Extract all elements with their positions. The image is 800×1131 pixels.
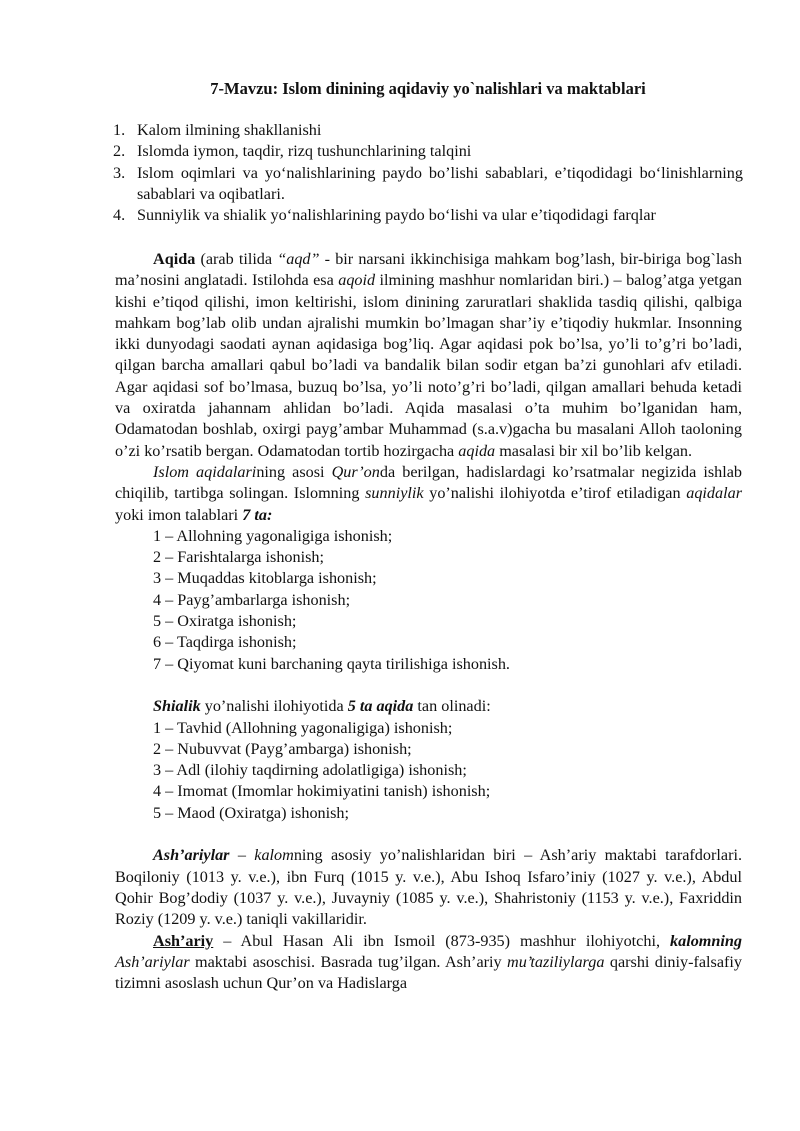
outline-item (113, 205, 743, 226)
ashariylar-term: Ash’ariylar (153, 846, 230, 865)
text-run: ning asosiy yo’nalishlaridan biri – Ash’ariy maktabi tarafdorlari. Boqiloniy (1013 y. v.e.), ibn Furq (1015 y. v.e.), Abu Ishoq Isfaro’iniy (1027 y. v.e.), Abdul Qohir Bog’dodiy (1037 y. v.e.), Juvayniy (1085 y. v.e.), Shahristoniy (1153 y. v.e.), Faxriddin Roziy (1209 y. v.e.) taniqli vakillaridir. (115, 846, 742, 929)
ashariylar-italic: Ash’ariylar (115, 952, 190, 971)
text-run: qarshi diniy-falsafiy tizimni asoslash uchun Qur’on va Hadislarga (115, 952, 743, 993)
outline-item (113, 141, 743, 162)
text-run: (arab tilida (195, 250, 278, 268)
outline-item-text: Kalom ilmining shakllanishi (137, 121, 322, 139)
outline-item-text: Islom oqimlari va yo‘nalishlarining paydo bo’lishi sabablari, e’tiqodidagi bo‘linishlarning sabablari va oqibatlari. (137, 163, 743, 203)
page-title: 7-Mavzu: Islom dinining aqidaviy yo`nalishlari va maktablari (210, 79, 646, 98)
text-run: - bir narsani ikkinchisiga mahkam bog’lash, bir-biriga bog`lash ma’nosini anglatadi. Istilohda esa (115, 250, 742, 290)
shia-aqida-list (115, 718, 742, 824)
outline-item-text: Islomda iymon, taqdir, rizq tushunchlarining talqini (137, 142, 472, 161)
shialik-intro (115, 696, 742, 717)
ashariy-paragraph (115, 931, 742, 995)
aqoid-term: aqoid (338, 271, 376, 290)
text-run: masalasi bir xil bo’lib kelgan. (495, 441, 693, 460)
list-item: 2 – Nubuvvat (Payg’ambarga) ishonish; (153, 739, 412, 758)
text-run: tan olinadi: (413, 697, 491, 716)
text-run: ilmining mashhur nomlaridan biri.) – balog’atga yetgan kishi e’tiqod qilishi, imon keltirishi, islom dinining zaruratlari shaklida tasdiq qilishi, qalbiga mahkam bog’lab olib undan ajralishi mumkin bo’lmagan shar’iy e’tiqodiy hukmlar. Insonning ikki dunyodagi saodati aynan aqidasiga bog’liq. Agar aqidasi pok bo’lsa, yo’li to’g’ri bo’ladi, qilgan barcha amallari qabul bo’ladi va bandalik bilan sodir etgan ba’zi gunohlari afv etiladi. Agar aqidasi sof bo’lmasa, buzuq bo’lsa, yo’li noto’g’ri bo’ladi, qilgan amallari behuda ketadi va oxiratda jahannam ahlidan bo’ladi. Aqida masalasi o’ta muhim bo’lganidan ham, Odamatodan boshlab, oxirgi payg’ambar Muhammad (s.a.v)gacha bu masalani Alloh taoloning o’zi ko’rsatib bergan. Odamatodan tortib hozirgacha (115, 271, 742, 460)
text-run: maktabi asoschisi. Basrada tug’ilgan. Ash’ariy (189, 952, 508, 971)
list-item: 6 – Taqdirga ishonish; (153, 633, 297, 652)
aqd-quote: “aqd” (277, 250, 320, 268)
outline-item-number: 2. (113, 142, 126, 161)
list-item: 4 – Imomat (Imomlar hokimiyatini tanish) ishonish; (153, 782, 491, 801)
outline-item-number: 4. (113, 206, 126, 225)
text-run: yo’nalishi ilohiyotida (200, 697, 348, 716)
quran-term: Qur’on (331, 462, 380, 481)
list-item: 1 – Tavhid (Allohning yagonaligiga) ishonish; (153, 718, 453, 737)
outline-item-number: 3. (113, 163, 126, 182)
outline-item-number: 1. (113, 121, 126, 139)
ashariy-term: Ash’ariy (153, 931, 214, 950)
text-run: yo’nalishi ilohiyotda e’tirof etiladigan (423, 484, 687, 503)
kalom-term: kalom (254, 846, 294, 865)
main-text (115, 249, 742, 994)
list-item: 3 – Muqaddas kitoblarga ishonish; (153, 569, 377, 588)
list-item: 4 – Payg’ambarlarga ishonish; (153, 590, 351, 609)
list-item: 5 – Maod (Oxiratga) ishonish; (153, 803, 350, 822)
ashariylar-paragraph (115, 845, 742, 930)
shialik-term: Shialik (153, 697, 201, 716)
outline-item (113, 120, 743, 141)
islom-aqidalari-paragraph (115, 462, 742, 526)
list-item: 5 – Oxiratga ishonish; (153, 612, 297, 631)
list-item: 7 – Qiyomat kuni barchaning qayta tirilishiga ishonish. (153, 654, 510, 673)
text-run: yoki imon talablari (115, 505, 243, 524)
aqida-paragraph (115, 249, 742, 462)
aqida-italic: aqida (458, 441, 496, 460)
text-run: ning asosi (256, 462, 332, 481)
mutaziliylarga-term: mu’taziliylarga (507, 952, 605, 971)
seven-count: 7 ta: (242, 505, 273, 524)
islom-aqidalari-term: Islom aqidalari (153, 462, 257, 481)
aqida-term: Aqida (153, 250, 196, 268)
text-run: – Abul Hasan Ali ibn Ismoil (873-935) mashhur ilohiyotchi, (213, 931, 671, 950)
topic-outline-list (113, 120, 743, 226)
sunniylik-term: sunniylik (365, 484, 424, 503)
list-item: 1 – Allohning yagonaligiga ishonish; (153, 526, 393, 545)
text-run: da berilgan, hadislardagi ko’rsatmalar negizida ishlab chiqilib, tartibga solingan. Islomning (115, 462, 742, 503)
sunni-aqida-list (115, 526, 742, 675)
aqidalar-term: aqidalar (686, 484, 742, 503)
five-count: 5 ta aqida (347, 697, 414, 716)
outline-item (113, 163, 743, 206)
text-run: – (229, 846, 255, 865)
kalomning-term: kalomning (670, 931, 742, 950)
list-item: 3 – Adl (ilohiy taqdirning adolatligiga) ishonish; (153, 761, 467, 780)
spacer (115, 824, 742, 845)
list-item: 2 – Farishtalarga ishonish; (153, 548, 325, 567)
spacer (115, 675, 742, 696)
outline-item-text: Sunniylik va shialik yo‘nalishlarining paydo bo‘lishi va ular e’tiqodidagi farqlar (137, 206, 656, 225)
